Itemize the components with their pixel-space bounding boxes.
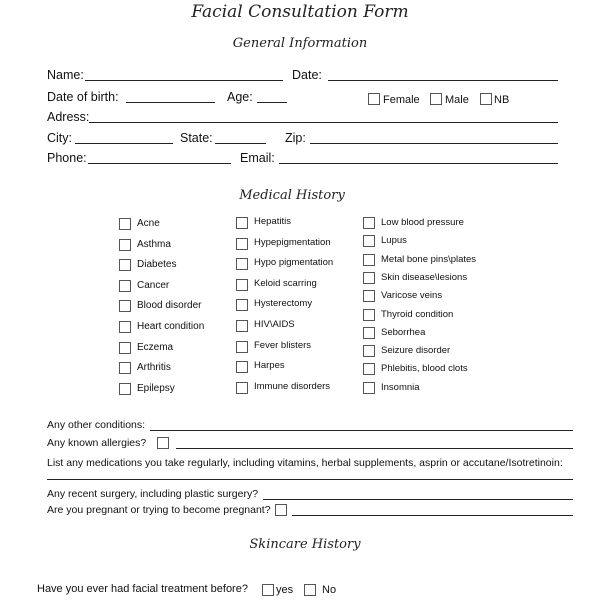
condition-checkbox[interactable] xyxy=(363,254,375,266)
condition-checkbox[interactable] xyxy=(363,382,375,394)
condition-checkbox[interactable] xyxy=(363,309,375,321)
female-label: Female xyxy=(383,94,420,106)
condition-label: Hepatitis xyxy=(254,216,291,227)
condition-checkbox[interactable] xyxy=(363,363,375,375)
address-label: Adress: xyxy=(47,110,90,124)
pregnant-field[interactable] xyxy=(292,515,573,516)
male-label: Male xyxy=(445,94,469,106)
name-field[interactable] xyxy=(85,80,283,81)
dob-field[interactable] xyxy=(126,102,215,103)
condition-label: Fever blisters xyxy=(254,339,312,351)
condition-label: Eczema xyxy=(137,341,174,353)
condition-checkbox[interactable] xyxy=(236,279,248,291)
medical-history-heading: Medical History xyxy=(239,188,345,203)
date-field[interactable] xyxy=(328,80,558,81)
condition-checkbox[interactable] xyxy=(236,299,248,311)
condition-checkbox[interactable] xyxy=(236,320,248,332)
condition-label: Hypepigmentation xyxy=(254,236,331,248)
nb-label: NB xyxy=(494,94,510,106)
phone-label: Phone: xyxy=(47,151,87,165)
condition-checkbox[interactable] xyxy=(363,217,375,229)
condition-label: Phlebitis, blood clots xyxy=(381,363,468,375)
facial-treatment-label: Have you ever had facial treatment before? xyxy=(37,583,248,595)
condition-label: Skin disease\lesions xyxy=(381,271,468,283)
condition-label: Diabetes xyxy=(137,259,177,271)
city-field[interactable] xyxy=(75,143,173,144)
zip-label: Zip: xyxy=(285,131,306,145)
zip-field[interactable] xyxy=(310,143,558,144)
condition-checkbox[interactable] xyxy=(363,235,375,247)
allergies-checkbox[interactable] xyxy=(157,437,169,449)
pregnant-label: Are you pregnant or trying to become pregnant? xyxy=(47,504,271,516)
age-label: Age: xyxy=(227,90,253,104)
condition-label: Insomnia xyxy=(381,381,420,393)
condition-checkbox[interactable] xyxy=(363,345,375,357)
condition-label: Blood disorder xyxy=(137,300,202,312)
facial-treatment-no-label: No xyxy=(322,584,337,596)
facial-treatment-yes-checkbox[interactable] xyxy=(262,584,274,596)
condition-checkbox[interactable] xyxy=(119,321,131,333)
condition-checkbox[interactable] xyxy=(119,300,131,312)
condition-checkbox[interactable] xyxy=(363,290,375,302)
condition-label: Asthma xyxy=(137,238,171,250)
allergies-field[interactable] xyxy=(176,448,573,449)
condition-checkbox[interactable] xyxy=(236,382,248,394)
other-conditions-field[interactable] xyxy=(150,430,573,431)
condition-checkbox[interactable] xyxy=(363,327,375,339)
condition-checkbox[interactable] xyxy=(119,383,131,395)
medications-field[interactable] xyxy=(47,479,573,480)
facial-treatment-no-checkbox[interactable] xyxy=(304,584,316,596)
condition-checkbox[interactable] xyxy=(236,238,248,250)
condition-label: Cancer xyxy=(137,279,170,291)
age-field[interactable] xyxy=(257,102,287,103)
condition-label: Keloid scarring xyxy=(254,277,317,289)
condition-label: Seizure disorder xyxy=(381,345,451,357)
email-field[interactable] xyxy=(279,163,558,164)
skincare-history-heading: Skincare History xyxy=(249,537,361,552)
nb-checkbox[interactable] xyxy=(480,93,492,105)
condition-label: Immune disorders xyxy=(254,380,331,392)
condition-label: Arthritis xyxy=(137,362,171,374)
condition-checkbox[interactable] xyxy=(119,218,131,230)
condition-checkbox[interactable] xyxy=(119,362,131,374)
condition-label: Varicose veins xyxy=(381,290,443,302)
condition-checkbox[interactable] xyxy=(363,272,375,284)
state-field[interactable] xyxy=(215,143,266,144)
condition-checkbox[interactable] xyxy=(119,342,131,354)
phone-field[interactable] xyxy=(88,163,231,164)
condition-label: HIV\AIDS xyxy=(254,319,295,330)
condition-label: Metal bone pins\plates xyxy=(381,253,477,265)
condition-label: Heart condition xyxy=(137,321,205,332)
condition-label: Seborrhea xyxy=(381,326,426,338)
other-conditions-label: Any other conditions: xyxy=(47,419,146,431)
facial-treatment-yes-label: yes xyxy=(276,584,294,596)
name-label: Name: xyxy=(47,68,84,82)
condition-label: Harpes xyxy=(254,360,285,372)
address-field[interactable] xyxy=(89,122,558,123)
condition-label: Low blood pressure xyxy=(381,217,464,228)
male-checkbox[interactable] xyxy=(430,93,442,105)
condition-label: Lupus xyxy=(381,235,407,247)
condition-checkbox[interactable] xyxy=(236,258,248,270)
condition-checkbox[interactable] xyxy=(119,280,131,292)
city-label: City: xyxy=(47,131,72,145)
general-information-heading: General Information xyxy=(232,36,368,51)
surgery-label: Any recent surgery, including plastic surgery? xyxy=(47,488,259,500)
date-label: Date: xyxy=(292,68,322,82)
condition-label: Epilepsy xyxy=(137,382,175,394)
condition-checkbox[interactable] xyxy=(236,361,248,373)
condition-checkbox[interactable] xyxy=(119,239,131,251)
condition-checkbox[interactable] xyxy=(119,259,131,271)
state-label: State: xyxy=(180,131,213,145)
medications-label: List any medications you take regularly, including vitamins, herbal supplements, asprin or accutane/Isotretinoin: xyxy=(47,457,563,469)
condition-label: Hypo pigmentation xyxy=(254,257,334,269)
dob-label: Date of birth: xyxy=(47,90,119,104)
condition-label: Acne xyxy=(137,218,160,229)
condition-checkbox[interactable] xyxy=(236,341,248,353)
surgery-field[interactable] xyxy=(263,499,573,500)
pregnant-checkbox[interactable] xyxy=(275,504,287,516)
condition-label: Thyroid condition xyxy=(381,308,454,320)
female-checkbox[interactable] xyxy=(368,93,380,105)
condition-checkbox[interactable] xyxy=(236,217,248,229)
condition-label: Hysterectomy xyxy=(254,298,313,310)
allergies-label: Any known allergies? xyxy=(47,437,147,449)
email-label: Email: xyxy=(240,151,275,165)
form-title: Facial Consultation Form xyxy=(191,2,409,22)
